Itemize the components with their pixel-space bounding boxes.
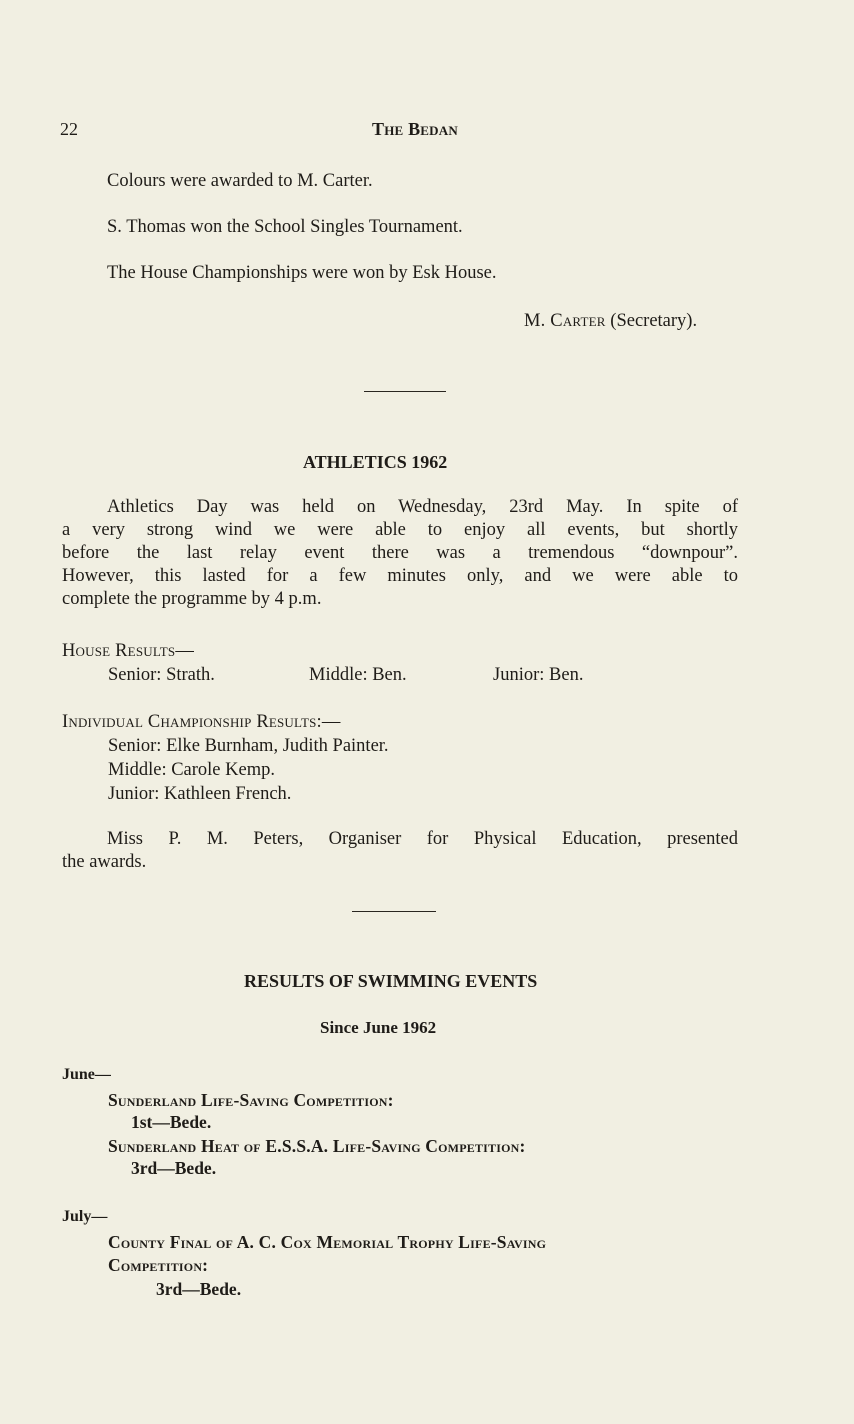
intro-line: S. Thomas won the School Singles Tournament.: [107, 217, 463, 237]
swimming-title: RESULTS OF SWIMMING EVENTS: [244, 971, 538, 991]
house-result-junior: Junior: Ben.: [493, 665, 584, 685]
month-july: July—: [62, 1208, 108, 1225]
signature-role: (Secretary).: [610, 311, 698, 331]
intro-line: The House Championships were won by Esk House.: [107, 263, 497, 283]
house-result-senior: Senior: Strath.: [108, 665, 215, 685]
paragraph-line: complete the programme by 4 p.m.: [62, 589, 322, 609]
individual-results-heading: Individual Championship Results:—: [62, 712, 341, 732]
paragraph-line: a very strong wind we were able to enjoy all events, but shortly: [62, 520, 738, 540]
swim-event-continued: Competition:: [108, 1255, 209, 1275]
swim-result: 3rd—Bede.: [131, 1158, 217, 1178]
athletics-paragraph: [62, 496, 738, 611]
paragraph-line: before the last relay event there was a tremendous “downpour”.: [62, 543, 738, 563]
swim-event: Sunderland Life-Saving Competition:: [108, 1090, 394, 1110]
individual-result-senior: Senior: Elke Burnham, Judith Painter.: [108, 736, 389, 756]
page-number: 22: [60, 119, 78, 139]
paragraph-line: Miss P. M. Peters, Organiser for Physical Education, presented: [107, 829, 738, 849]
signature-name: M. Carter: [524, 311, 606, 331]
house-results-heading: House Results—: [62, 641, 195, 661]
paragraph-line: Athletics Day was held on Wednesday, 23rd May. In spite of: [107, 497, 738, 517]
individual-result-middle: Middle: Carole Kemp.: [108, 760, 275, 780]
individual-result-junior: Junior: Kathleen French.: [108, 784, 292, 804]
house-result-middle: Middle: Ben.: [309, 665, 407, 685]
swimming-subtitle: Since June 1962: [320, 1018, 437, 1037]
swim-event: County Final of A. C. Cox Memorial Trophy Life-Saving: [108, 1232, 547, 1252]
swim-result: 3rd—Bede.: [156, 1279, 242, 1299]
closing-paragraph: [62, 828, 738, 874]
paragraph-line: the awards.: [62, 852, 147, 872]
paragraph-line: However, this lasted for a few minutes only, and we were able to: [62, 566, 738, 586]
month-june: June—: [62, 1066, 111, 1083]
section-divider: [352, 911, 436, 912]
athletics-title: ATHLETICS 1962: [303, 452, 448, 472]
swim-result: 1st—Bede.: [131, 1112, 212, 1132]
intro-line: Colours were awarded to M. Carter.: [107, 171, 373, 191]
swim-event: Sunderland Heat of E.S.S.A. Life-Saving Competition:: [108, 1136, 526, 1156]
running-title: The Bedan: [372, 119, 458, 139]
signature: [524, 310, 697, 333]
section-divider: [364, 391, 446, 392]
